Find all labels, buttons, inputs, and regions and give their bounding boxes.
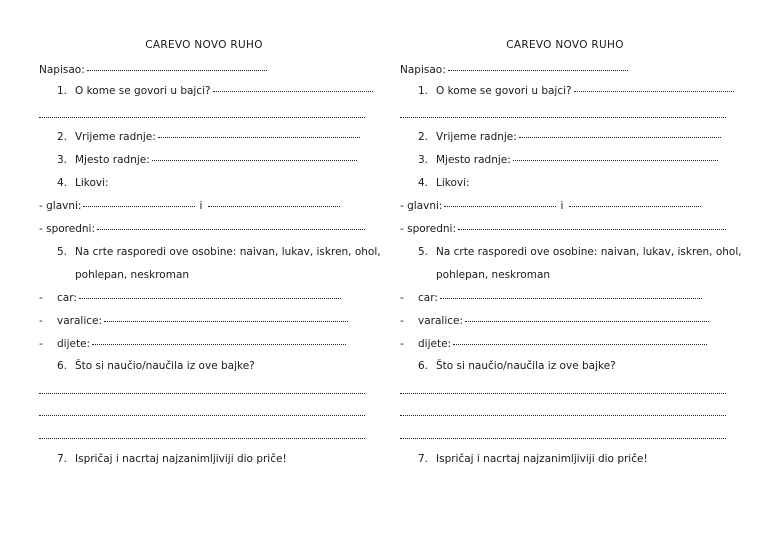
author-blank[interactable]	[87, 69, 267, 71]
trait-dijete-blank[interactable]	[453, 343, 707, 345]
question-5-number: 5.	[417, 246, 428, 258]
question-1-extra-blank[interactable]	[400, 117, 726, 118]
main-characters-label: - glavni:	[39, 200, 82, 212]
worksheet-right	[400, 0, 760, 543]
question-7	[53, 453, 287, 467]
question-3-text: Mjesto radnje:	[436, 154, 511, 166]
question-5	[53, 246, 381, 260]
author-blank[interactable]	[448, 69, 628, 71]
question-6-number: 6.	[417, 360, 428, 372]
question-5-continued	[436, 269, 550, 283]
main-characters-line	[400, 200, 701, 214]
trait-dijete-blank[interactable]	[92, 343, 346, 345]
question-1-blank[interactable]	[574, 90, 734, 92]
question-7-text: Ispričaj i nacrtaj najzanimljiviji dio priče!	[436, 453, 648, 465]
author-label: Napisao:	[39, 64, 85, 76]
question-3	[53, 154, 357, 168]
question-2	[414, 131, 721, 145]
and-word: i	[560, 200, 564, 212]
dash: -	[39, 315, 43, 327]
question-6-text: Što si naučio/naučila iz ove bajke?	[436, 360, 616, 372]
question-6	[414, 360, 616, 374]
question-2-blank[interactable]	[158, 136, 360, 138]
trait-varalice-line	[400, 315, 709, 329]
question-2-text: Vrijeme radnje:	[436, 131, 517, 143]
question-7-text: Ispričaj i nacrtaj najzanimljiviji dio priče!	[75, 453, 287, 465]
side-characters-blank[interactable]	[97, 228, 365, 230]
main-character-blank-1[interactable]	[83, 205, 195, 207]
author-line	[39, 64, 267, 78]
question-4	[414, 177, 470, 191]
side-characters-label: - sporedni:	[39, 223, 96, 235]
question-1	[414, 85, 734, 99]
worksheet-title: CAREVO NOVO RUHO	[145, 39, 263, 51]
question-3-text: Mjesto radnje:	[75, 154, 150, 166]
author-line	[400, 64, 628, 78]
question-3-number: 3.	[56, 154, 67, 166]
question-5-text-line2: pohlepan, neskroman	[75, 269, 190, 281]
question-1-extra-blank[interactable]	[39, 117, 365, 118]
trait-car-label: car:	[418, 292, 438, 304]
question-7	[414, 453, 648, 467]
trait-dijete-label: dijete:	[418, 338, 452, 350]
question-1	[53, 85, 373, 99]
question-6-blank-2[interactable]	[39, 415, 365, 416]
dash: -	[39, 338, 43, 350]
trait-car-blank[interactable]	[440, 297, 702, 299]
trait-varalice-label: varalice:	[418, 315, 464, 327]
question-6-blank-2[interactable]	[400, 415, 726, 416]
main-character-blank-2[interactable]	[208, 205, 340, 207]
question-1-blank[interactable]	[213, 90, 373, 92]
trait-varalice-label: varalice:	[57, 315, 103, 327]
question-5-text-line1: Na crte rasporedi ove osobine: naivan, lukav, iskren, ohol,	[75, 246, 381, 258]
trait-dijete-label: dijete:	[57, 338, 91, 350]
question-1-number: 1.	[56, 85, 67, 97]
question-6-blank-1[interactable]	[39, 393, 365, 394]
question-2-blank[interactable]	[519, 136, 721, 138]
main-characters-line	[39, 200, 340, 214]
question-4-number: 4.	[417, 177, 428, 189]
question-6-blank-3[interactable]	[400, 438, 726, 439]
question-2-text: Vrijeme radnje:	[75, 131, 156, 143]
trait-car-line	[400, 292, 702, 306]
question-5-number: 5.	[56, 246, 67, 258]
question-6	[53, 360, 255, 374]
trait-dijete-line	[400, 338, 707, 352]
question-4-number: 4.	[56, 177, 67, 189]
question-5-continued	[75, 269, 189, 283]
worksheet-title: CAREVO NOVO RUHO	[506, 39, 624, 51]
trait-dijete-line	[39, 338, 346, 352]
question-2-number: 2.	[417, 131, 428, 143]
question-4	[53, 177, 109, 191]
question-3-blank[interactable]	[152, 159, 357, 161]
worksheet-left	[39, 0, 399, 543]
question-4-text: Likovi:	[436, 177, 470, 189]
question-1-number: 1.	[417, 85, 428, 97]
question-4-text: Likovi:	[75, 177, 109, 189]
question-5-text-line1: Na crte rasporedi ove osobine: naivan, lukav, iskren, ohol,	[436, 246, 742, 258]
question-3	[414, 154, 718, 168]
main-character-blank-2[interactable]	[569, 205, 701, 207]
dash: -	[400, 292, 404, 304]
and-word: i	[199, 200, 203, 212]
dash: -	[400, 315, 404, 327]
question-2-number: 2.	[56, 131, 67, 143]
question-6-number: 6.	[56, 360, 67, 372]
question-1-text: O kome se govori u bajci?	[436, 85, 572, 97]
question-2	[53, 131, 360, 145]
trait-varalice-line	[39, 315, 348, 329]
question-6-text: Što si naučio/naučila iz ove bajke?	[75, 360, 255, 372]
question-6-blank-3[interactable]	[39, 438, 365, 439]
side-characters-line	[400, 223, 726, 237]
dash: -	[39, 292, 43, 304]
trait-varalice-blank[interactable]	[104, 320, 348, 322]
question-3-number: 3.	[417, 154, 428, 166]
question-5	[414, 246, 742, 260]
trait-car-line	[39, 292, 341, 306]
trait-varalice-blank[interactable]	[465, 320, 709, 322]
side-characters-line	[39, 223, 365, 237]
author-label: Napisao:	[400, 64, 446, 76]
side-characters-blank[interactable]	[458, 228, 726, 230]
question-7-number: 7.	[56, 453, 67, 465]
side-characters-label: - sporedni:	[400, 223, 457, 235]
dash: -	[400, 338, 404, 350]
trait-car-label: car:	[57, 292, 77, 304]
question-5-text-line2: pohlepan, neskroman	[436, 269, 551, 281]
main-characters-label: - glavni:	[400, 200, 443, 212]
question-1-text: O kome se govori u bajci?	[75, 85, 211, 97]
main-character-blank-1[interactable]	[444, 205, 556, 207]
question-6-blank-1[interactable]	[400, 393, 726, 394]
trait-car-blank[interactable]	[79, 297, 341, 299]
question-7-number: 7.	[417, 453, 428, 465]
question-3-blank[interactable]	[513, 159, 718, 161]
